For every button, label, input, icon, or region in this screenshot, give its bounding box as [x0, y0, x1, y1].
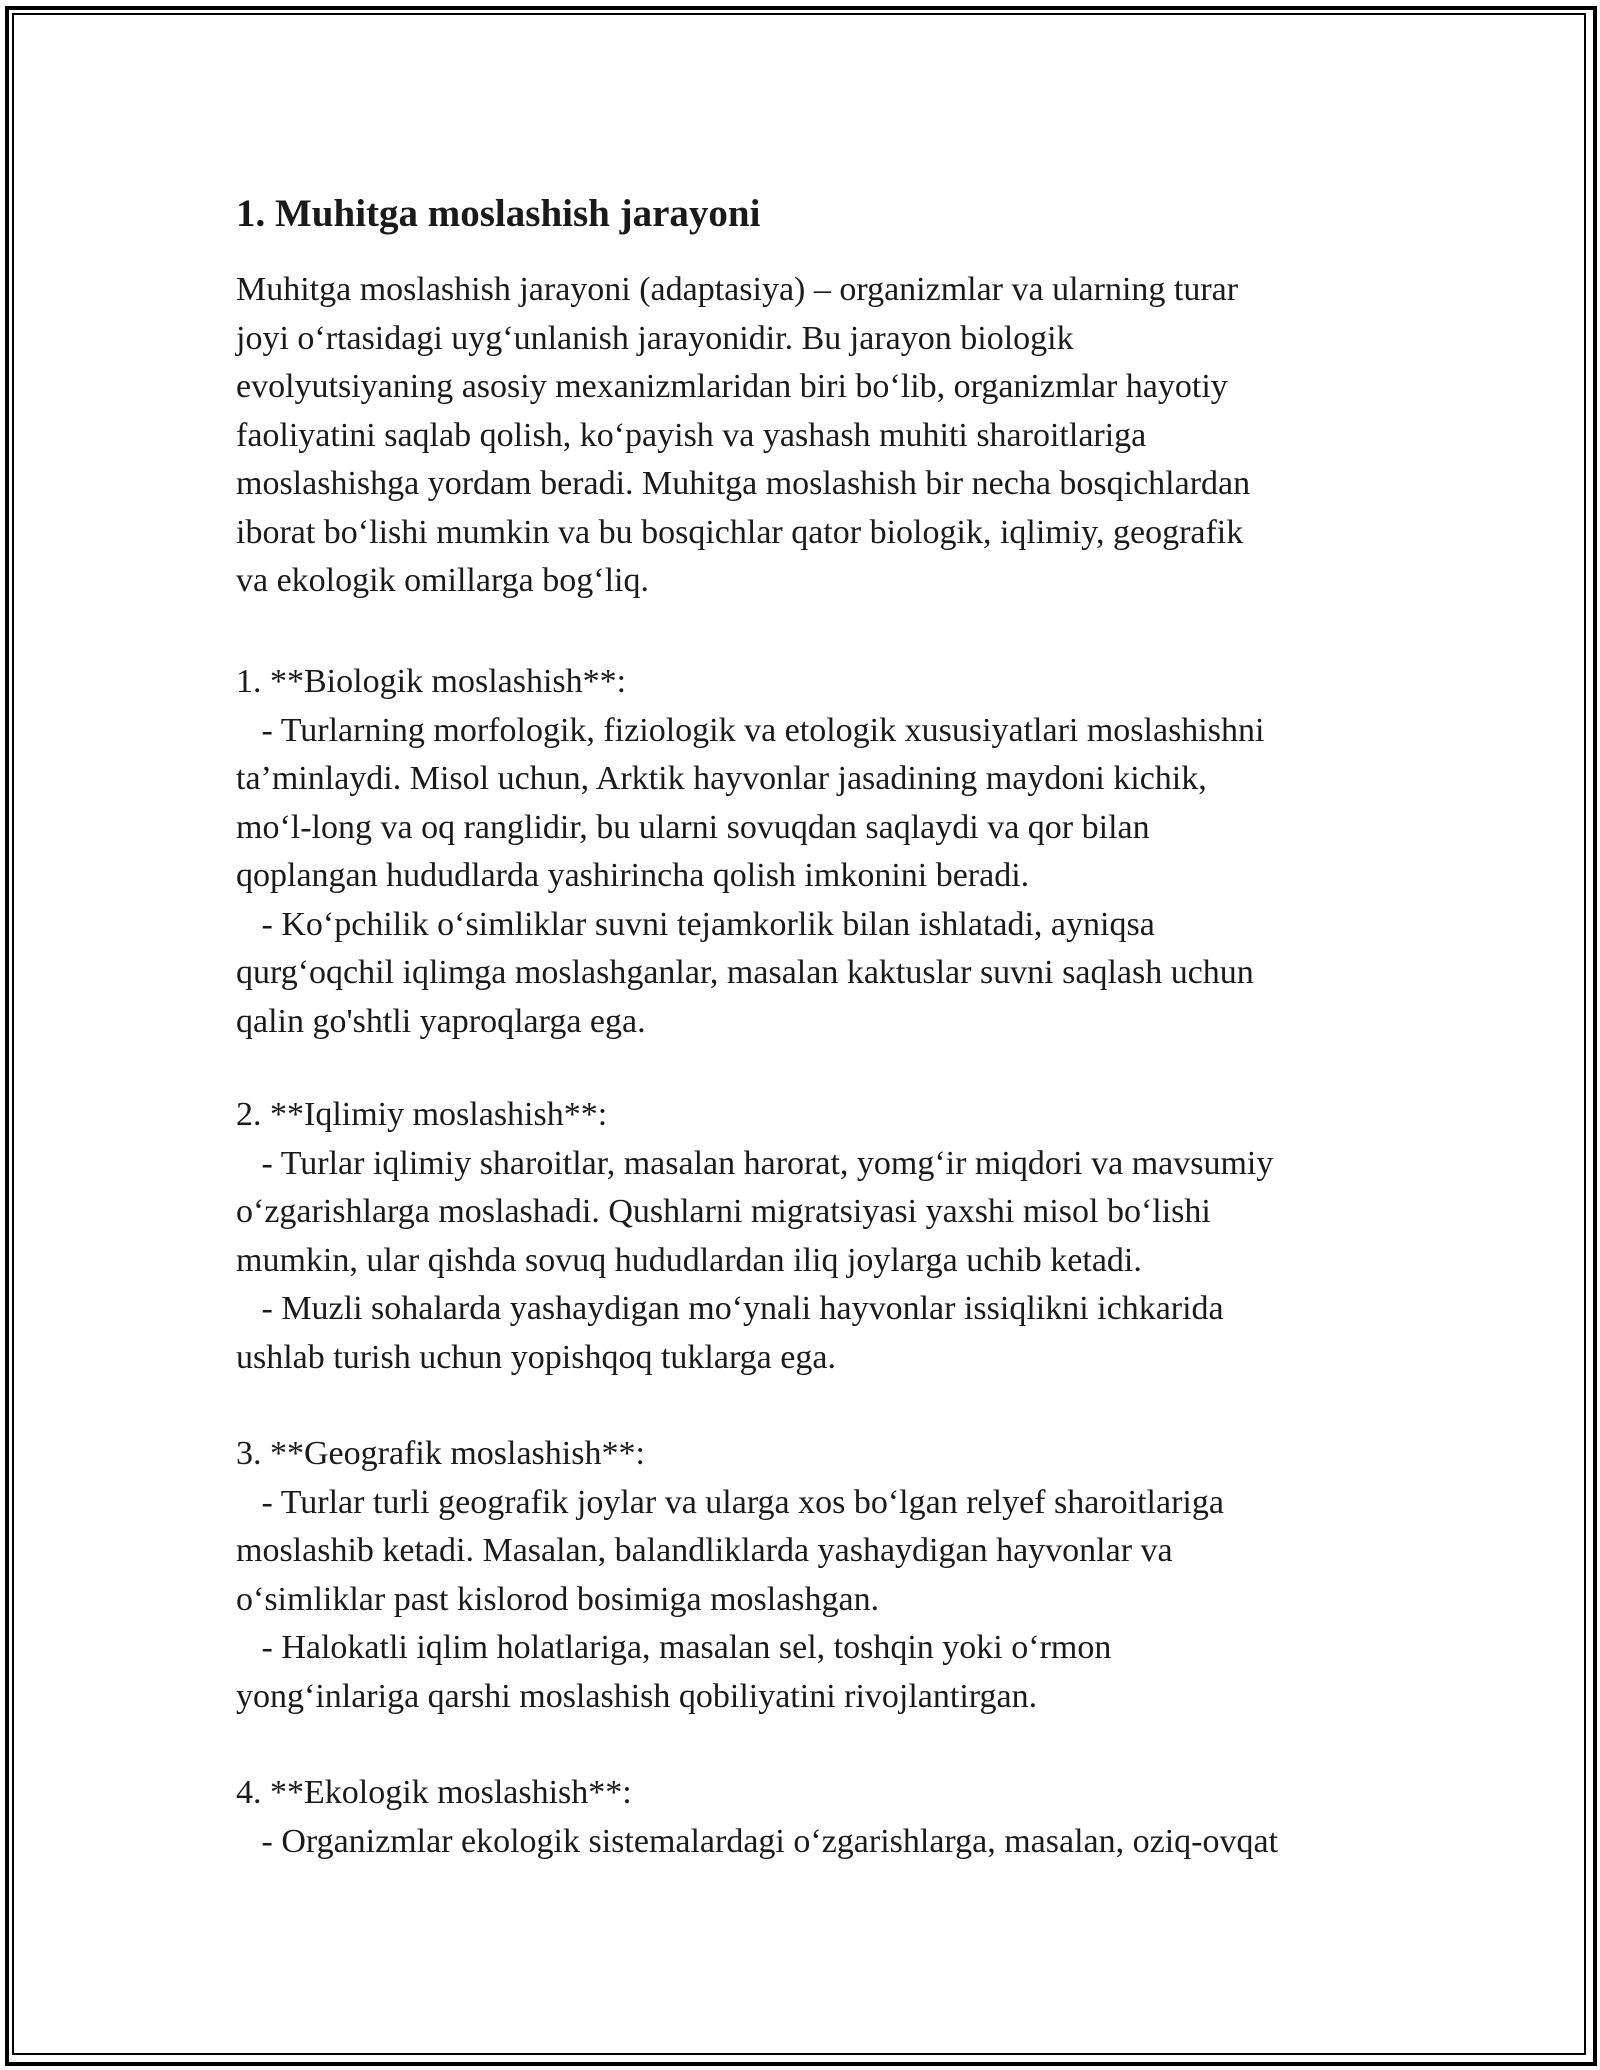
section-iqlimiy: [236, 1091, 1273, 1382]
section-text: - Turlar turli geografik joylar va ularga xos bo‘lgan relyef sharoitlariga moslashib ketadi. Masalan, balandliklarda yashaydigan hayvonlar va o‘simliklar past kislorod bosimiga moslashgan. - Halokatli iqlim holatlariga, masalan sel, toshqin yoki o‘rmon yong‘inlariga qarshi moslashish qobiliyatini rivojlantirgan.: [236, 1483, 1224, 1715]
section-text: - Turlarning morfologik, fiziologik va etologik xususiyatlari moslashishni ta’minlaydi. Misol uchun, Arktik hayvonlar jasadining maydoni kichik, mo‘l-long va oq ranglidir, bu ularni sovuqdan saqlaydi va qor bilan qoplangan hududlarda yashirincha qolish imkonini beradi. - Ko‘pchilik o‘simliklar suvni tejamkorlik bilan ishlatadi, ayniqsa qurg‘oqchil iqlimga moslashganlar, masalan kaktuslar suvni saqlash uchun qalin go'shtli yaproqlarga ega.: [236, 711, 1265, 1040]
section-text: - Organizmlar ekologik sistemalardagi o‘zgarishlarga, masalan, oziq-ovqat: [236, 1822, 1279, 1860]
section-heading: 2. **Iqlimiy moslashish**:: [236, 1096, 608, 1133]
intro-paragraph: Muhitga moslashish jarayoni (adaptasiya) – organizmlar va ularning turar joyi o‘rtasidagi uyg‘unlanish jarayonidir. Bu jarayon biologik evolyutsiyaning asosiy mexanizmlaridan biri bo‘lib, organizmlar hayotiy faoliyatini saqlab qolish, ko‘payish va yashash muhiti sharoitlariga moslashishga yordam beradi. Muhitga moslashish bir necha bosqichlardan iborat bo‘lishi mumkin va bu bosqichlar qator biologik, iqlimiy, geografik va ekologik omillarga bog‘liq.: [236, 271, 1251, 599]
section-heading: 4. **Ekologik moslashish**:: [236, 1774, 632, 1811]
section-geografik: [236, 1430, 1224, 1721]
section-heading: 3. **Geografik moslashish**:: [236, 1435, 645, 1472]
document-page: [236, 186, 1376, 1860]
section-ekologik: [236, 1769, 1278, 1866]
document-title: 1. Muhitga moslashish jarayoni: [236, 192, 761, 235]
section-heading: 1. **Biologik moslashish**:: [236, 663, 627, 700]
section-biologik: [236, 658, 1264, 1046]
section-text: - Turlar iqlimiy sharoitlar, masalan harorat, yomg‘ir miqdori va mavsumiy o‘zgarishlarga moslashadi. Qushlarni migratsiyasi yaxshi misol bo‘lishi mumkin, ular qishda sovuq hududlardan iliq joylarga uchib ketadi. - Muzli sohalarda yashaydigan mo‘ynali hayvonlar issiqlikni ichkarida ushlab turish uchun yopishqoq tuklarga ega.: [236, 1144, 1274, 1376]
